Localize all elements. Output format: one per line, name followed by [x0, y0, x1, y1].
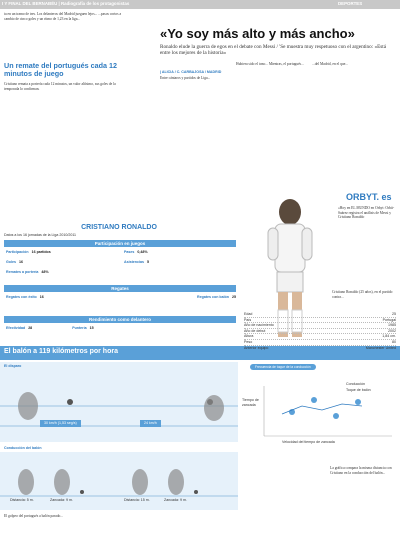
stat-value: 0,48% — [137, 250, 148, 254]
participation-bar: Participación en juegos — [4, 240, 236, 247]
stat-label: Asistencias — [124, 260, 144, 264]
stat-label: Pases — [124, 250, 135, 254]
stat-value: 16 — [19, 260, 23, 264]
stat-value: 15 — [89, 326, 94, 330]
freq-xlabel: Velocidad del tiempo de zancada — [282, 440, 335, 444]
stat-label: Regates con balón — [197, 295, 229, 299]
profile-key: Anterior equipo — [244, 345, 269, 350]
distancia-1: Distancia: 5 m. — [10, 498, 34, 502]
stat-value: 16 partidos — [31, 250, 51, 254]
freq-pill: Frecuencia de toque de la conducción — [250, 364, 316, 370]
rendimiento-bar: Rendimiento como delantero — [4, 316, 236, 323]
stat-value: 16 — [39, 295, 44, 299]
distancia-2: Distancia: 15 m. — [124, 498, 150, 502]
article-col-2: Hubiera sido el tono... Mientras, el portugués... — [236, 62, 304, 66]
remate-text: Cristiano remata a portería cada 12 minutos, un valor altísimo, sus goles de la temporada lo confirman. — [4, 82, 116, 91]
top-left-text: ta en un tramo de tres. Los delanteros del Madrid jueguen lejos... ...pasos cortos a cambio de cinco goles y un ritmo de 1,23 en la liga... — [4, 12, 122, 21]
section-name: DEPORTES — [338, 1, 363, 6]
disparo-field — [0, 372, 238, 442]
stat-row — [6, 270, 116, 274]
zancada-1: Zancada: 9 m. — [50, 498, 73, 502]
speed-title: El balón a 119 kilómetros por hora — [4, 348, 118, 355]
profile-key: País — [244, 317, 252, 322]
stat-row — [6, 260, 116, 264]
profile-caption: Cristiano Ronaldo (25 años), en el partido contra... — [332, 290, 393, 299]
byline: | ALICIA / C. CARBAJOSA / MADRID — [160, 70, 222, 74]
freq-ylabel: Tiempo de zancada — [242, 398, 259, 407]
stat-row — [6, 326, 32, 330]
article-col-1: Entre cántaros y partidos de Liga... — [160, 76, 211, 80]
conduccion-title: Conducción del balón — [4, 446, 42, 450]
profile-row — [244, 346, 396, 351]
zancada-2: Zancada: 9 m. — [164, 498, 187, 502]
stat-label: Efectividad — [6, 326, 26, 330]
cr-stats-right — [124, 250, 234, 264]
stat-row — [6, 250, 116, 254]
stat-value: 28 — [28, 326, 33, 330]
quote-title: «Yo soy más alto y más ancho» — [160, 26, 355, 41]
stat-row — [124, 250, 234, 254]
disparo-label: El disparo — [4, 364, 22, 368]
stat-label: Goles — [6, 260, 16, 264]
profile-val: 25 — [392, 312, 396, 316]
profile-val: Portugal — [382, 317, 396, 322]
conduccion-svg — [0, 452, 238, 510]
remate-title: Un remate del portugués cada 12 minutos de juego — [4, 61, 118, 78]
profile-key: Año de nacimiento — [244, 323, 274, 328]
stat-label: Puntería — [72, 326, 87, 330]
disparo-speed-1: 30 km/h (1,53 seg/s) — [40, 420, 81, 427]
header-left: I Y FINAL DEL BERNABÉU | Radiografía de los protagonistas — [2, 1, 130, 6]
article-col-3: ...del Madrid, en el que... — [312, 62, 349, 66]
stat-value: 5 — [146, 260, 149, 264]
stat-value: 48% — [41, 270, 49, 274]
stat-row — [124, 260, 234, 264]
profile-val: 80 — [392, 339, 396, 344]
cr-intro: Datos a los 16 jornadas de la Liga 2010/2011 — [4, 233, 77, 237]
profile-val: 2002 — [388, 328, 396, 333]
regates-bar: Regates — [4, 285, 236, 292]
profile-table — [244, 312, 396, 350]
regates-row — [6, 295, 236, 299]
freq-legend-2: Toque de balón — [346, 388, 371, 392]
profile-key: Edad — [244, 312, 253, 316]
profile-val: 1985 — [388, 323, 396, 328]
stat-row — [72, 326, 93, 330]
profile-key: Altura — [244, 334, 254, 339]
speed-footnote: El golpeo del portugués a balón parado... — [4, 514, 63, 518]
cr-title: CRISTIANO RONALDO — [81, 224, 157, 231]
freq-legend-1: Conducción — [346, 382, 365, 386]
cr-stats-left — [6, 250, 116, 274]
rendimiento-row — [6, 326, 236, 330]
freq-chart — [242, 376, 396, 454]
orbyt-logo: ORBYT. es — [346, 192, 392, 202]
quote-subtitle: Ronaldo elude la guerra de egos en el debate con Messi / 'Se muestra muy respetuoso con el argentino: «Está entre los mejores de la historia» — [160, 44, 386, 56]
profile-val: Manchester United — [365, 345, 396, 350]
disparo-panel — [0, 362, 238, 442]
profile-key: Peso — [244, 339, 253, 344]
stat-label: Participación — [6, 250, 29, 254]
stat-label: Remates a portería — [6, 270, 39, 274]
orbyt-text: »Hoy en EL MUNDO en Orbyt: Orbit-Suárez registra el análisis de Messi y Cristiano Ronaldo — [338, 206, 395, 220]
profile-key: Año de debut — [244, 328, 266, 333]
stat-label: Regates con éxito — [6, 295, 37, 299]
conduccion-panel — [0, 452, 238, 510]
bottom-right-text: La gráfica compara la misma distancia con Cristiano en la conducción del balón... — [330, 466, 392, 475]
stat-value: 25 — [232, 295, 236, 299]
profile-val: 1,84 cm. — [382, 334, 396, 339]
disparo-speed-2: 24 km/h — [140, 420, 161, 427]
stat-row — [6, 295, 44, 299]
stat-row — [197, 295, 236, 299]
